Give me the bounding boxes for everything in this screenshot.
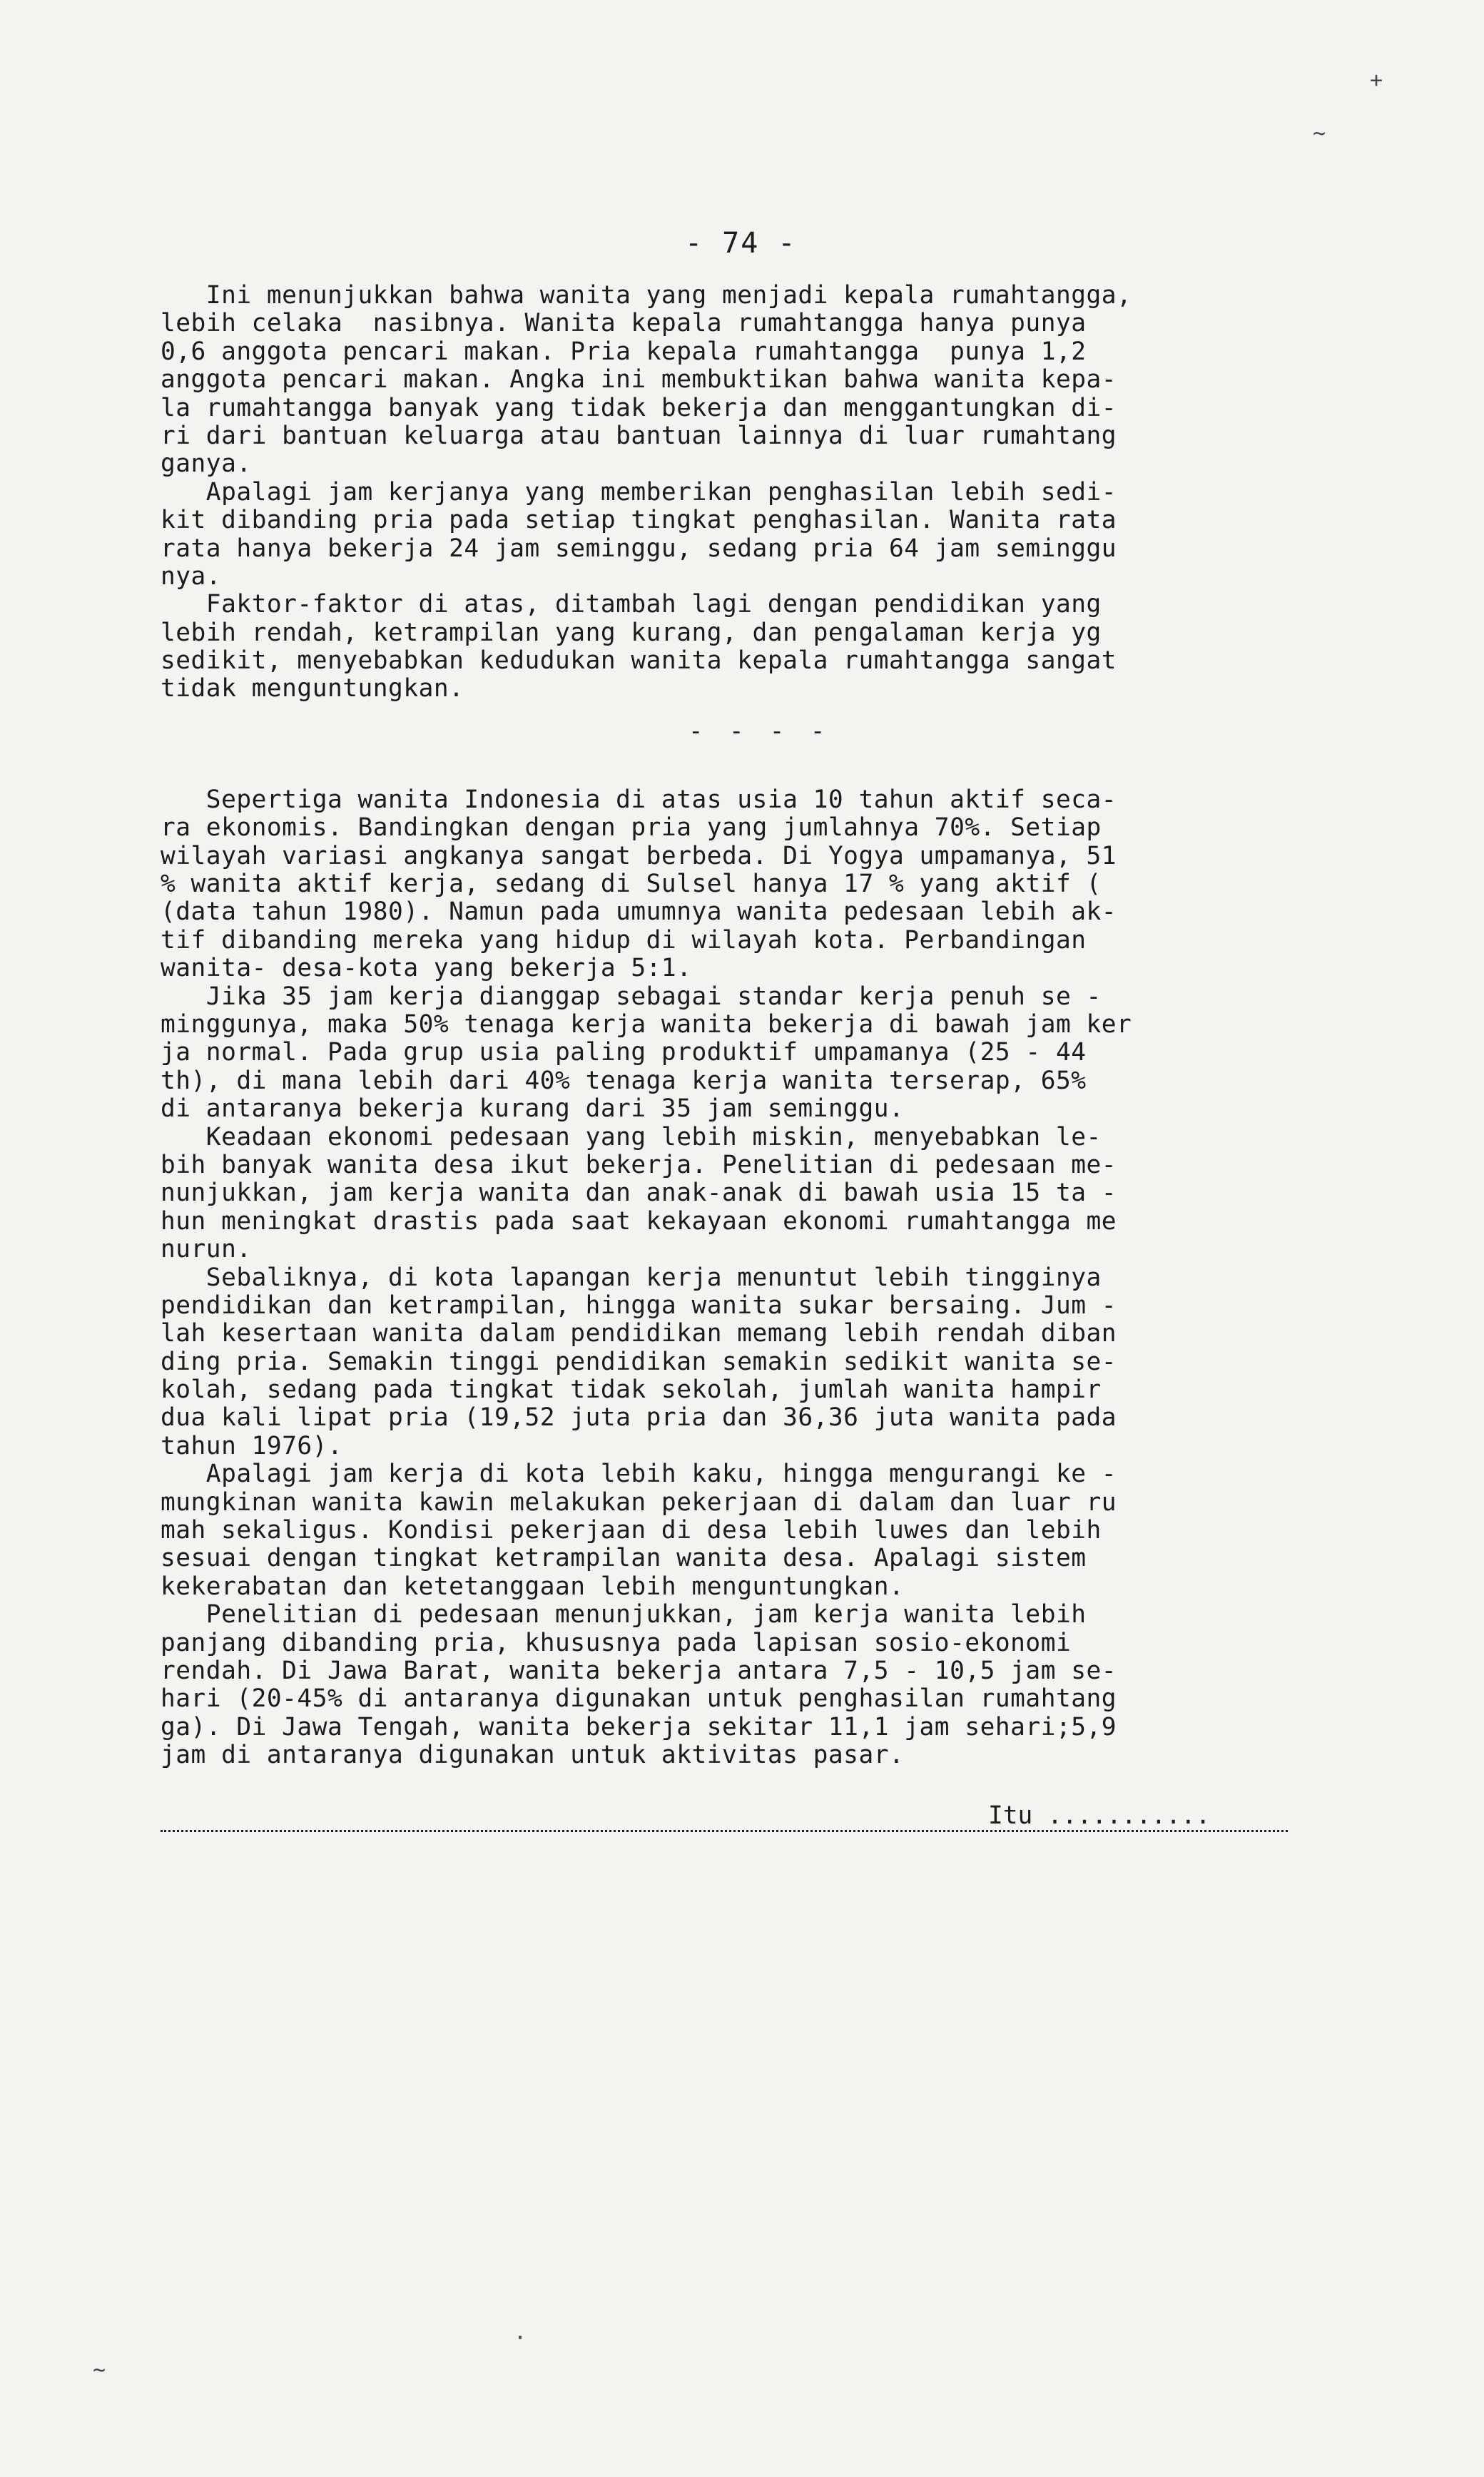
text-line: jam di antaranya digunakan untuk aktivitas pasar. (161, 1741, 905, 1770)
continuation-text: Itu ........... (161, 1801, 1288, 1832)
text-line: ra ekonomis. Bandingkan dengan pria yang jumlahnya 70%. Setiap (161, 813, 1102, 843)
text-line: pendidikan dan ketrampilan, hingga wanita sukar bersaing. Jum - (161, 1291, 1117, 1320)
text-line: nurun. (161, 1235, 252, 1264)
text-line: rendah. Di Jawa Barat, wanita bekerja antara 7,5 - 10,5 jam se- (161, 1656, 1117, 1685)
text-line: wilayah variasi angkanya sangat berbeda. Di Yogya umpamanya, 51 (161, 841, 1117, 870)
text-line: hun meningkat drastis pada saat kekayaan ekonomi rumahtangga me (161, 1206, 1117, 1236)
paragraph (161, 1460, 1331, 1601)
text-line: mah sekaligus. Kondisi pekerjaan di desa lebih luwes dan lebih (161, 1516, 1102, 1545)
scan-mark: ~ (93, 2358, 106, 2383)
text-line: Ini menunjukkan bahwa wanita yang menjadi kepala rumahtangga, (161, 281, 1132, 310)
paragraph (161, 479, 1331, 591)
text-line: la rumahtangga banyak yang tidak bekerja dan menggantungkan di- (161, 393, 1117, 422)
paragraph (161, 1264, 1331, 1461)
text-line: kekerabatan dan ketetanggaan lebih menguntungkan. (161, 1572, 905, 1601)
text-line: tahun 1976). (161, 1431, 343, 1460)
text-line: tif dibanding mereka yang hidup di wilayah kota. Perbandingan (161, 925, 1087, 955)
text-line: % wanita aktif kerja, sedang di Sulsel hanya 17 % yang aktif ( (161, 870, 1102, 899)
text-line: ri dari bantuan keluarga atau bantuan lainnya di luar rumahtang (161, 421, 1117, 450)
text-line: Penelitian di pedesaan menunjukkan, jam kerja wanita lebih (161, 1600, 1087, 1629)
text-line: hari (20-45% di antaranya digunakan untuk penghasilan rumahtang (161, 1684, 1117, 1714)
text-line: dua kali lipat pria (19,52 juta pria dan 36,36 juta wanita pada (161, 1403, 1117, 1433)
section-separator: - - - - (688, 716, 831, 746)
text-line: sedikit, menyebabkan kedudukan wanita kepala rumahtangga sangat (161, 646, 1117, 676)
text-line: panjang dibanding pria, khususnya pada lapisan sosio-ekonomi (161, 1628, 1072, 1657)
text-line: nunjukkan, jam kerja wanita dan anak-anak di bawah usia 15 ta - (161, 1179, 1117, 1208)
text-line: kolah, sedang pada tingkat tidak sekolah, jumlah wanita hampir (161, 1375, 1102, 1405)
text-line: ja normal. Pada grup usia paling produktif umpamanya (25 - 44 (161, 1038, 1087, 1067)
text-line: bih banyak wanita desa ikut bekerja. Penelitian di pedesaan me- (161, 1150, 1117, 1179)
text-line: ding pria. Semakin tinggi pendidikan semakin sedikit wanita se- (161, 1347, 1117, 1376)
text-line: lebih rendah, ketrampilan yang kurang, dan pengalaman kerja yg (161, 618, 1102, 647)
paragraph (161, 1601, 1331, 1769)
scan-mark: + (1370, 68, 1383, 93)
text-line: rata hanya bekerja 24 jam seminggu, sedang pria 64 jam seminggu (161, 534, 1117, 563)
text-line: th), di mana lebih dari 40% tenaga kerja wanita terserap, 65% (161, 1066, 1087, 1095)
text-line: Sepertiga wanita Indonesia di atas usia 10 tahun aktif seca- (161, 785, 1117, 814)
text-line: Apalagi jam kerjanya yang memberikan penghasilan lebih sedi- (161, 477, 1117, 507)
scan-mark: · (514, 2326, 527, 2351)
paragraph (161, 1124, 1331, 1264)
text-line: Apalagi jam kerja di kota lebih kaku, hingga mengurangi ke - (161, 1460, 1117, 1489)
paragraph (161, 282, 1331, 479)
paragraph (161, 786, 1331, 983)
text-line: lebih celaka nasibnya. Wanita kepala rumahtangga hanya punya (161, 309, 1087, 338)
text-line: nya. (161, 561, 222, 591)
text-line: lah kesertaan wanita dalam pendidikan memang lebih rendah diban (161, 1319, 1117, 1348)
paragraph (161, 983, 1331, 1124)
text-line: tidak menguntungkan. (161, 674, 464, 703)
text-line: Faktor-faktor di atas, ditambah lagi dengan pendidikan yang (161, 590, 1102, 619)
text-line: ganya. (161, 449, 252, 479)
text-line: wanita- desa-kota yang bekerja 5:1. (161, 954, 692, 983)
text-line: kit dibanding pria pada setiap tingkat penghasilan. Wanita rata (161, 506, 1117, 535)
text-line: sesuai dengan tingkat ketrampilan wanita desa. Apalagi sistem (161, 1544, 1087, 1573)
text-line: mungkinan wanita kawin melakukan pekerjaan di dalam dan luar ru (161, 1487, 1117, 1517)
text-line: 0,6 anggota pencari makan. Pria kepala rumahtangga punya 1,2 (161, 337, 1087, 366)
text-line: Keadaan ekonomi pedesaan yang lebih miskin, menyebabkan le- (161, 1122, 1102, 1151)
text-line: ga). Di Jawa Tengah, wanita bekerja sekitar 11,1 jam sehari;5,9 (161, 1712, 1117, 1741)
text-line: Sebaliknya, di kota lapangan kerja menuntut lebih tingginya (161, 1263, 1102, 1292)
text-line: Jika 35 jam kerja dianggap sebagai standar kerja penuh se - (161, 982, 1102, 1011)
paragraph (161, 591, 1331, 703)
page-number: - 74 - (685, 227, 797, 260)
text-line: (data tahun 1980). Namun pada umumnya wanita pedesaan lebih ak- (161, 897, 1117, 927)
text-line: di antaranya bekerja kurang dari 35 jam seminggu. (161, 1094, 905, 1124)
scan-mark: ~ (1313, 121, 1326, 146)
text-line: anggota pencari makan. Angka ini membuktikan bahwa wanita kepa- (161, 365, 1117, 395)
text-line: minggunya, maka 50% tenaga kerja wanita bekerja di bawah jam ker (161, 1009, 1132, 1039)
body-text (161, 282, 1331, 1832)
